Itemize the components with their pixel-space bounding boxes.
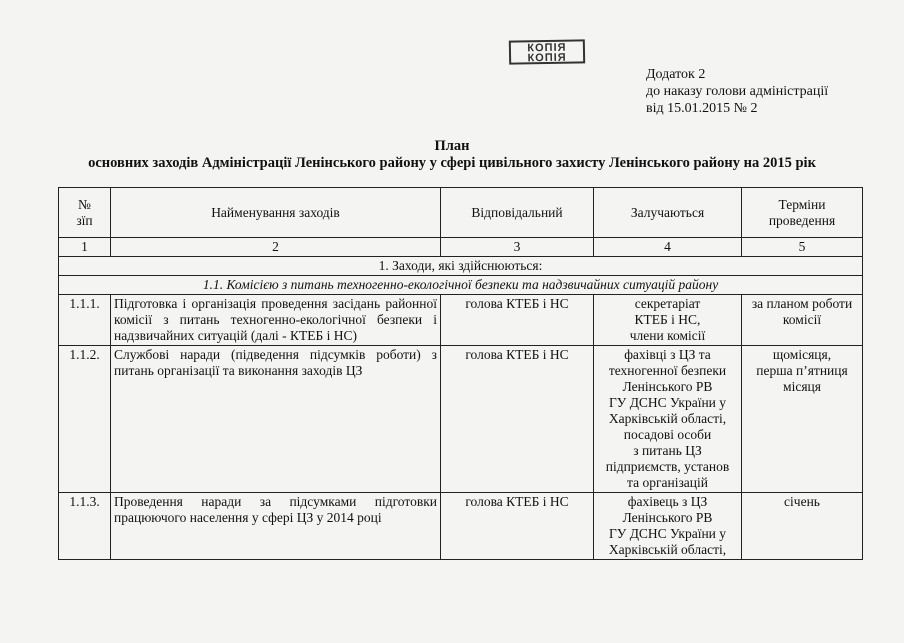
subsection-title: 1.1. Комісією з питань техногенно-екологічної безпеки та надзвичайних ситуацій району <box>59 276 863 295</box>
title-subtitle: основних заходів Адміністрації Ленінського району у сфері цивільного захисту Ленінського району на 2015 рік <box>88 155 816 171</box>
table-row <box>59 295 863 346</box>
header-name: Найменування заходів <box>111 188 441 238</box>
row-responsible: голова КТЕБ і НС <box>441 295 594 346</box>
row-num: 1.1.2. <box>59 346 111 493</box>
table-row <box>59 346 863 493</box>
row-name: Підготовка і організація проведення засідань районної комісії з питань техногенно-екологічної безпеки і надзвичайних ситуацій (далі - КТЕБ і НС) <box>111 295 441 346</box>
index-cell: 4 <box>594 238 742 257</box>
index-cell: 3 <box>441 238 594 257</box>
row-involved: фахівці з ЦЗ та техногенної безпеки Ленінського РВ ГУ ДСНС України у Харківській області, посадові особи з питань ЦЗ підприємств, установ та організацій <box>594 346 742 493</box>
row-responsible: голова КТЕБ і НС <box>441 493 594 560</box>
subsection-row <box>59 276 863 295</box>
title-heading: План <box>434 138 470 154</box>
copy-stamp <box>509 39 585 64</box>
index-row <box>59 238 863 257</box>
row-terms: щомісяця, перша п’ятниця місяця <box>742 346 863 493</box>
addendum-block <box>646 66 828 117</box>
stamp-line-2: КОПІЯ <box>527 51 567 65</box>
header-num-line-2: зїп <box>76 212 93 228</box>
addendum-line-3: від 15.01.2015 № 2 <box>646 101 758 116</box>
row-name: Проведення наради за підсумками підготовки працюючого населення у сфері ЦЗ у 2014 році <box>111 493 441 560</box>
plan-table <box>58 187 863 560</box>
row-num: 1.1.1. <box>59 295 111 346</box>
row-involved: фахівець з ЦЗ Ленінського РВ ГУ ДСНС України у Харківській області, <box>594 493 742 560</box>
section-row <box>59 257 863 276</box>
row-terms: за планом роботи комісії <box>742 295 863 346</box>
index-cell: 1 <box>59 238 111 257</box>
header-involved: Залучаються <box>594 188 742 238</box>
header-responsible: Відповідальний <box>441 188 594 238</box>
row-involved: секретаріат КТЕБ і НС, члени комісії <box>594 295 742 346</box>
header-row <box>59 188 863 238</box>
row-name: Службові наради (підведення підсумків роботи) з питань організації та виконання заходів ЦЗ <box>111 346 441 493</box>
document-title <box>40 138 864 172</box>
row-terms: січень <box>742 493 863 560</box>
addendum-line-2: до наказу голови адміністрації <box>646 84 829 99</box>
header-terms: Терміни проведення <box>742 188 863 238</box>
index-cell: 2 <box>111 238 441 257</box>
table-row <box>59 493 863 560</box>
addendum-line-1: Додаток 2 <box>646 67 706 82</box>
index-cell: 5 <box>742 238 863 257</box>
header-num-line-1: № <box>78 196 91 212</box>
header-num <box>59 188 111 238</box>
stamp-line-1: КОПІЯ <box>527 41 567 55</box>
row-responsible: голова КТЕБ і НС <box>441 346 594 493</box>
section-title: 1. Заходи, які здійснюються: <box>59 257 863 276</box>
row-num: 1.1.3. <box>59 493 111 560</box>
